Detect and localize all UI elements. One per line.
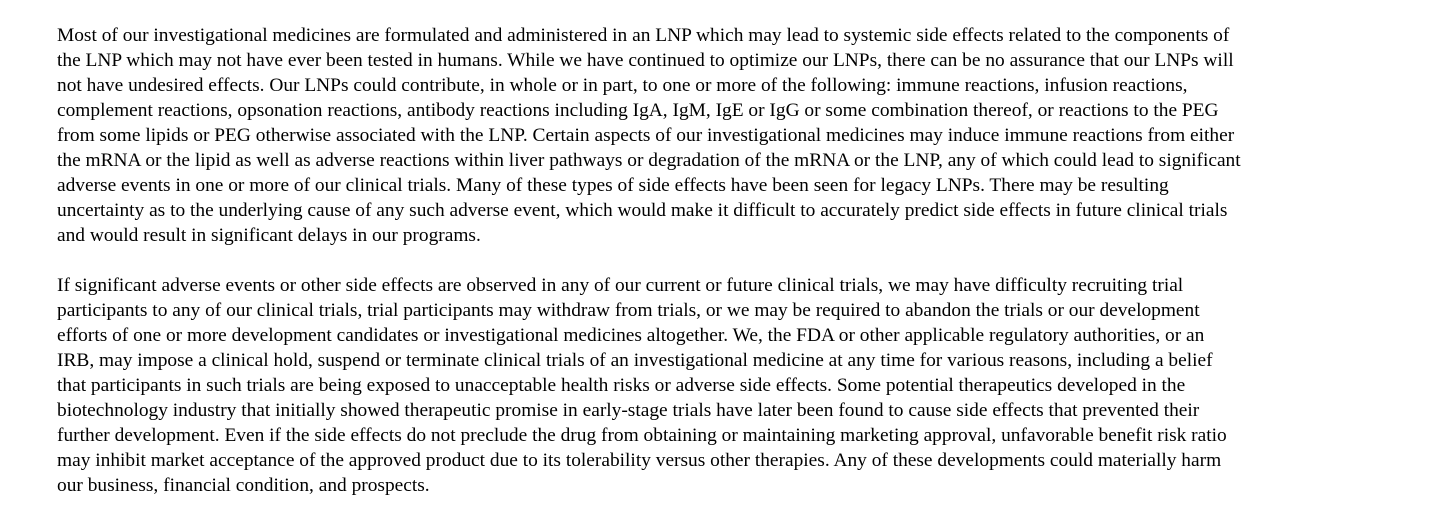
paragraph-lnp-side-effects: Most of our investigational medicines are formulated and administered in an LNP which may lead to systemic side effects related to the components of the LNP which may not have ever been tested in humans. While we have continued to optimize our LNPs, there can be no assurance that our LNPs will not have undesired effects. Our LNPs could contribute, in whole or in part, to one or more of the following: immune reactions, infusion reactions, complement reactions, opsonation reactions, antibody reactions including IgA, IgM, IgE or IgG or some combination thereof, or reactions to the PEG from some lipids or PEG otherwise associated with the LNP. Certain aspects of our investigational medicines may induce immune reactions from either the mRNA or the lipid as well as adverse reactions within liver pathways or degradation of the mRNA or the LNP, any of which could lead to significant adverse events in one or more of our clinical trials. Many of these types of side effects have been seen for legacy LNPs. There may be resulting uncertainty as to the underlying cause of any such adverse event, which would make it difficult to accurately predict side effects in future clinical trials and would result in significant delays in our programs. bbox=[57, 25, 1241, 246]
paragraph-adverse-events: If significant adverse events or other side effects are observed in any of our current or future clinical trials, we may have difficulty recruiting trial participants to any of our clinical trials, trial participants may withdraw from trials, or we may be required to abandon the trials or our development efforts of one or more development candidates or investigational medicines altogether. We, the FDA or other applicable regulatory authorities, or an IRB, may impose a clinical hold, suspend or terminate clinical trials of an investigational medicine at any time for various reasons, including a belief that participants in such trials are being exposed to unacceptable health risks or adverse side effects. Some potential therapeutics developed in the biotechnology industry that initially showed therapeutic promise in early-stage trials have later been found to cause side effects that prevented their further development. Even if the side effects do not preclude the drug from obtaining or maintaining marketing approval, unfavorable benefit risk ratio may inhibit market acceptance of the approved product due to its tolerability versus other therapies. Any of these developments could materially harm our business, financial condition, and prospects. bbox=[57, 275, 1227, 496]
document-body bbox=[57, 23, 1407, 498]
